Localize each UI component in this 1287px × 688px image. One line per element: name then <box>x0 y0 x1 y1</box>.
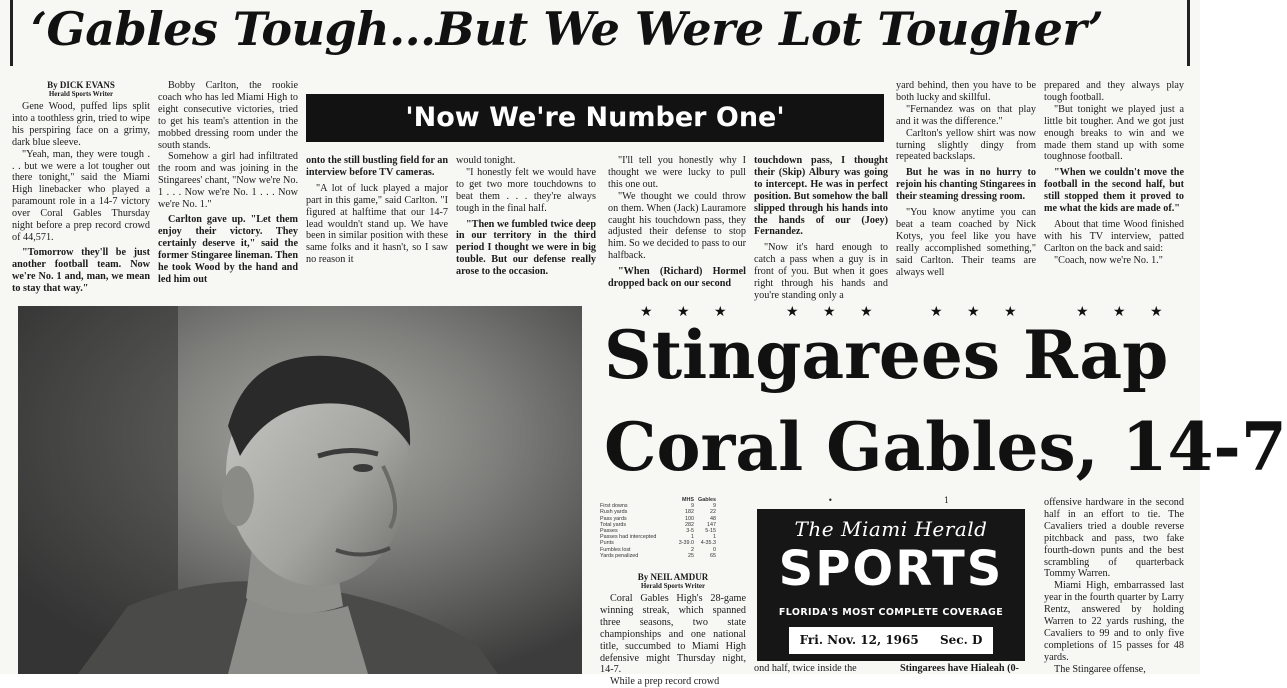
stat-label: Passes had intercepted <box>600 534 657 541</box>
paragraph: "I'll tell you honestly why I thought we were lucky to pull this one out. <box>608 155 746 190</box>
stat-value: 4-35.3 <box>700 540 716 547</box>
story-column-1 <box>12 80 150 302</box>
byline: By DICK EVANS <box>47 80 115 90</box>
stat-value: 3-5 <box>686 527 694 534</box>
paragraph: yard behind, then you have to be both lucky and skillful. <box>896 80 1036 103</box>
paragraph: "Now it's hard enough to catch a pass when a guy is in front of you. But when it goes right through his hands and you're standing only a <box>754 242 888 301</box>
paragraph: Stingarees have Hialeah (0- <box>900 663 1019 674</box>
story-column-6 <box>754 155 888 303</box>
paragraph: prepared and they always play tough football. <box>1044 80 1184 103</box>
stat-value: 25 <box>688 552 694 559</box>
newspaper-name: The Miami Herald <box>794 517 988 541</box>
paragraph: "I honestly felt we would have to get two more touchdowns to beat them . . . they're always tough in the final half. <box>456 166 596 214</box>
stat-value: 48 <box>710 515 716 522</box>
star-separator: ★ ★ ★ <box>1076 304 1173 320</box>
paragraph: onto the still bustling field for an interview before TV cameras. <box>306 155 448 178</box>
byline-title: Herald Sports Writer <box>640 582 706 590</box>
story2-fragment <box>754 663 894 674</box>
issue-date: Fri. Nov. 12, 1965 <box>799 633 919 647</box>
stat-value: 9 <box>713 503 716 510</box>
headline-line-1: Stingarees Rap <box>604 316 1169 394</box>
stat-value: 9 <box>691 503 694 510</box>
paragraph: "Tomorrow they'll be just another football team. Now we're No. 1 and, man, we mean to stay that way." <box>12 246 150 294</box>
paragraph: The Stingaree offense, <box>1054 663 1146 675</box>
paragraph: ond half, twice inside the <box>754 663 857 674</box>
paragraph: About that time Wood finished with his TV interview, patted Carlton on the back and said: <box>1044 218 1184 254</box>
story-column-2 <box>158 80 298 302</box>
stat-value: 22 <box>710 509 716 516</box>
byline: By NEIL AMDUR <box>637 572 709 582</box>
paragraph: offensive hardware in the second half in an effort to tie. The Cavaliers tried a double reverse pitchback and pass, two fake fourth-down punts and the best scrambling of quarterback Tommy Warren. <box>1044 497 1184 580</box>
subheadline-bar: 'Now We're Number One' <box>306 94 884 142</box>
story-column-4 <box>456 155 596 303</box>
story-column-8 <box>1044 80 1184 302</box>
story-column-3 <box>306 155 448 303</box>
stat-value: 182 <box>685 509 694 516</box>
stat-label: Rush yards <box>600 509 628 516</box>
stat-value: 1 <box>691 534 694 541</box>
story2-fragment <box>900 663 1040 674</box>
stat-value: 1 <box>713 534 716 541</box>
star-separator: ★ ★ ★ <box>786 304 883 320</box>
date-box <box>789 627 993 654</box>
stat-value: 0 <box>713 546 716 553</box>
stat-label: First downs <box>600 503 628 510</box>
paragraph: Coral Gables High's 28-game winning streak, which spanned three seasons, two state championships and one national title, succumbed to Miami High defensive might Thursday night, 14-7. <box>600 593 746 676</box>
paragraph: "Fernandez was on that play and it was the difference." <box>896 103 1036 127</box>
paragraph: "A lot of luck played a major part in this game," said Carlton. "I figured at halftime that our 14-7 lead wouldn't stand up. We have been in similar position with these same folks and it hasn't, so I saw no reason it <box>306 182 448 266</box>
section-letter: Sec. D <box>939 633 983 647</box>
stat-label: Punts <box>600 540 614 547</box>
stat-label: Total yards <box>600 521 627 528</box>
section-tagline: FLORIDA'S MOST COMPLETE COVERAGE <box>778 607 1004 618</box>
headline-line-2: Coral Gables, 14-7 <box>604 408 1287 486</box>
coach-photo-illustration <box>18 306 582 674</box>
story-column-5 <box>608 155 746 303</box>
star-separator: ★ ★ ★ <box>930 304 1027 320</box>
paragraph: "Coach, now we're No. 1." <box>1054 254 1163 266</box>
paragraph: "But tonight we played just a little bit tougher. And we got just enough breaks to win and we made them stand up with some toughnose football. <box>1044 103 1184 163</box>
banner-headline: ‘Gables Tough...But We Were Lot Tougher’ <box>31 2 1104 56</box>
paragraph: "When (Richard) Hormel dropped back on our second <box>608 266 746 290</box>
stats-header: MHS <box>682 497 694 503</box>
stat-label: Yards penalized <box>600 552 639 559</box>
coach-photo <box>18 306 582 674</box>
paragraph: Miami High, embarrassed last year in the fourth quarter by Larry Rentz, answered by holding Warren to 22 yards rushing, the Cavaliers to 99 and to only five completions of 15 passes for 48 yards. <box>1044 580 1184 663</box>
paragraph: "Yeah, man, they were tough . . . but we were a lot tougher out there tonight," said the Miami High linebacker who played a paramount role in a 14-7 victory over Coral Gables Thursday night before a prep record crowd of 44,571. <box>12 148 150 243</box>
paragraph: Somehow a girl had infiltrated the room and was joining in the Stingarees' chant, "Now we're No. 1 . . . Now we're No. 1 . . . Now we're No. 1." <box>158 151 298 211</box>
game-stats-box <box>600 497 716 569</box>
paragraph: Carlton's yellow shirt was now turning slightly dingy from repeated backslaps. <box>896 127 1036 163</box>
paragraph: Carlton gave up. "Let them enjoy their victory. They certainly deserve it," said the former Stingaree lineman. Then he took Wood by the hand and led him out <box>158 213 298 285</box>
top-banner <box>10 0 1190 66</box>
stat-value: 100 <box>685 515 694 522</box>
paragraph: would tonight. <box>456 155 516 166</box>
stat-label: Pass yards <box>600 515 627 522</box>
paragraph: "When we couldn't move the football in the second half, but still stopped them it proved to me what the kids are made of." <box>1044 167 1184 215</box>
story2-column-right <box>1044 497 1184 674</box>
paragraph: While a prep record crowd <box>610 676 720 688</box>
column-mark: • <box>828 496 833 505</box>
sports-section-flag <box>757 509 1025 661</box>
paragraph: touchdown pass, I thought their (Skip) Albury was going to intercept. He was in perfect position. But somehow the ball slipped through his hands into the hands of our (Joey) Fernandez. <box>754 155 888 238</box>
stat-label: Passes <box>600 527 618 534</box>
stat-value: 2 <box>691 546 694 553</box>
column-mark: 1 <box>944 496 950 505</box>
stat-label: Fumbles lost <box>600 546 631 553</box>
paragraph: Gene Wood, puffed lips split into a toothless grin, tried to wipe his perspiring face on a grimy, dark blue sleeve. <box>12 101 150 148</box>
section-title: SPORTS <box>778 541 1004 597</box>
stat-value: 147 <box>707 521 716 528</box>
star-separator: ★ ★ ★ <box>640 304 737 320</box>
story2-column-left <box>600 572 746 688</box>
byline-title: Herald Sports Writer <box>48 90 114 98</box>
paragraph: "You know anytime you can beat a team coached by Nick Kotys, you feel like you have really accomplished something," said Carlton. Their teams are always well <box>896 207 1036 278</box>
story-column-7 <box>896 80 1036 302</box>
paragraph: But he was in no hurry to rejoin his chanting Stingarees in their steaming dressing room. <box>896 167 1037 203</box>
paragraph: "Then we fumbled twice deep in our territory in the third period I thought we were in big touble. But our defense really arose to the occasion. <box>456 218 596 278</box>
stat-value: 282 <box>685 521 694 528</box>
paragraph: Bobby Carlton, the rookie coach who has led Miami High to eight consecutive victories, tried to get his team's attention in the mobbed dressing room under the south stands. <box>158 80 298 151</box>
stats-header: Gables <box>698 497 716 503</box>
stat-value: 65 <box>710 552 716 559</box>
stat-value: 3-39.0 <box>678 540 694 547</box>
stats-row <box>600 553 716 559</box>
paragraph: "We thought we could throw on them. When (Jack) Lauramore caught his touchdown pass, they adjusted their defense to stop him. So we decided to pass to our halfback. <box>608 190 746 262</box>
stat-value: 5-15 <box>705 527 716 534</box>
